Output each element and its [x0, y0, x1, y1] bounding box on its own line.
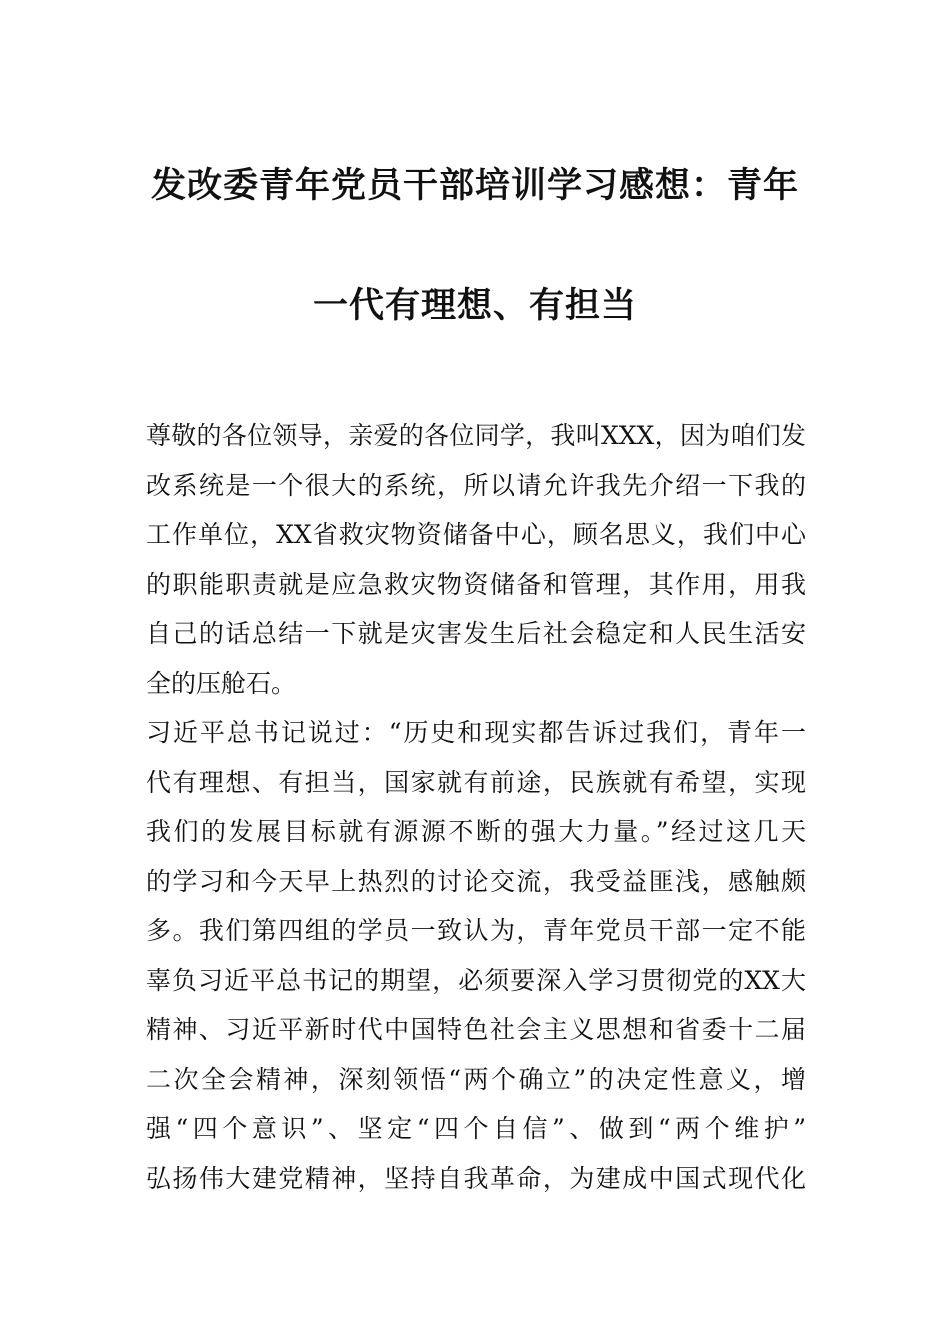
text-line: 的职能职责就是应急救灾物资储备和管理，其作用，用我 [146, 569, 806, 599]
document-body [146, 411, 806, 1203]
text-line: 全的压舱石。 [146, 668, 297, 698]
text-line: 多。我们第四组的学员一致认为，青年党员干部一定不能 [146, 916, 806, 945]
document-title-line-2: 一代有理想、有担当 [312, 286, 637, 326]
text-line: 辜负习近平总书记的期望，必须要深入学习贯彻党的XX大 [146, 965, 806, 995]
document-title-line-1: 发改委青年党员干部培训学习感想：青年 [150, 166, 799, 206]
paragraph-1 [146, 411, 806, 708]
text-line: 习近平总书记说过：“历史和现实都告诉过我们，青年一 [146, 718, 806, 747]
text-line: 弘扬伟大建党精神，坚持自我革命，为建成中国式现代化 [146, 1163, 806, 1193]
text-line: 代有理想、有担当，国家就有前途，民族就有希望，实现 [146, 767, 806, 797]
text-line: 的学习和今天早上热烈的讨论交流，我受益匪浅，感触颇 [146, 866, 806, 896]
text-line: 自己的话总结一下就是灾害发生后社会稳定和人民生活安 [146, 619, 806, 648]
paragraph-2 [146, 708, 806, 1203]
text-line: 改系统是一个很大的系统，所以请允许我先介绍一下我的 [146, 470, 806, 500]
text-line: 二次全会精神，深刻领悟“两个确立”的决定性意义，增 [146, 1064, 806, 1094]
text-line: 工作单位，XX省救灾物资储备中心，顾名思义，我们中心 [146, 520, 806, 549]
text-line: 强“四个意识”、坚定“四个自信”、做到“两个维护” [146, 1114, 806, 1143]
text-line: 尊敬的各位领导，亲爱的各位同学，我叫XXX，因为咱们发 [146, 421, 806, 450]
text-line: 精神、习近平新时代中国特色社会主义思想和省委十二届 [146, 1015, 806, 1044]
text-line: 我们的发展目标就有源源不断的强大力量。”经过这几天 [146, 817, 806, 846]
